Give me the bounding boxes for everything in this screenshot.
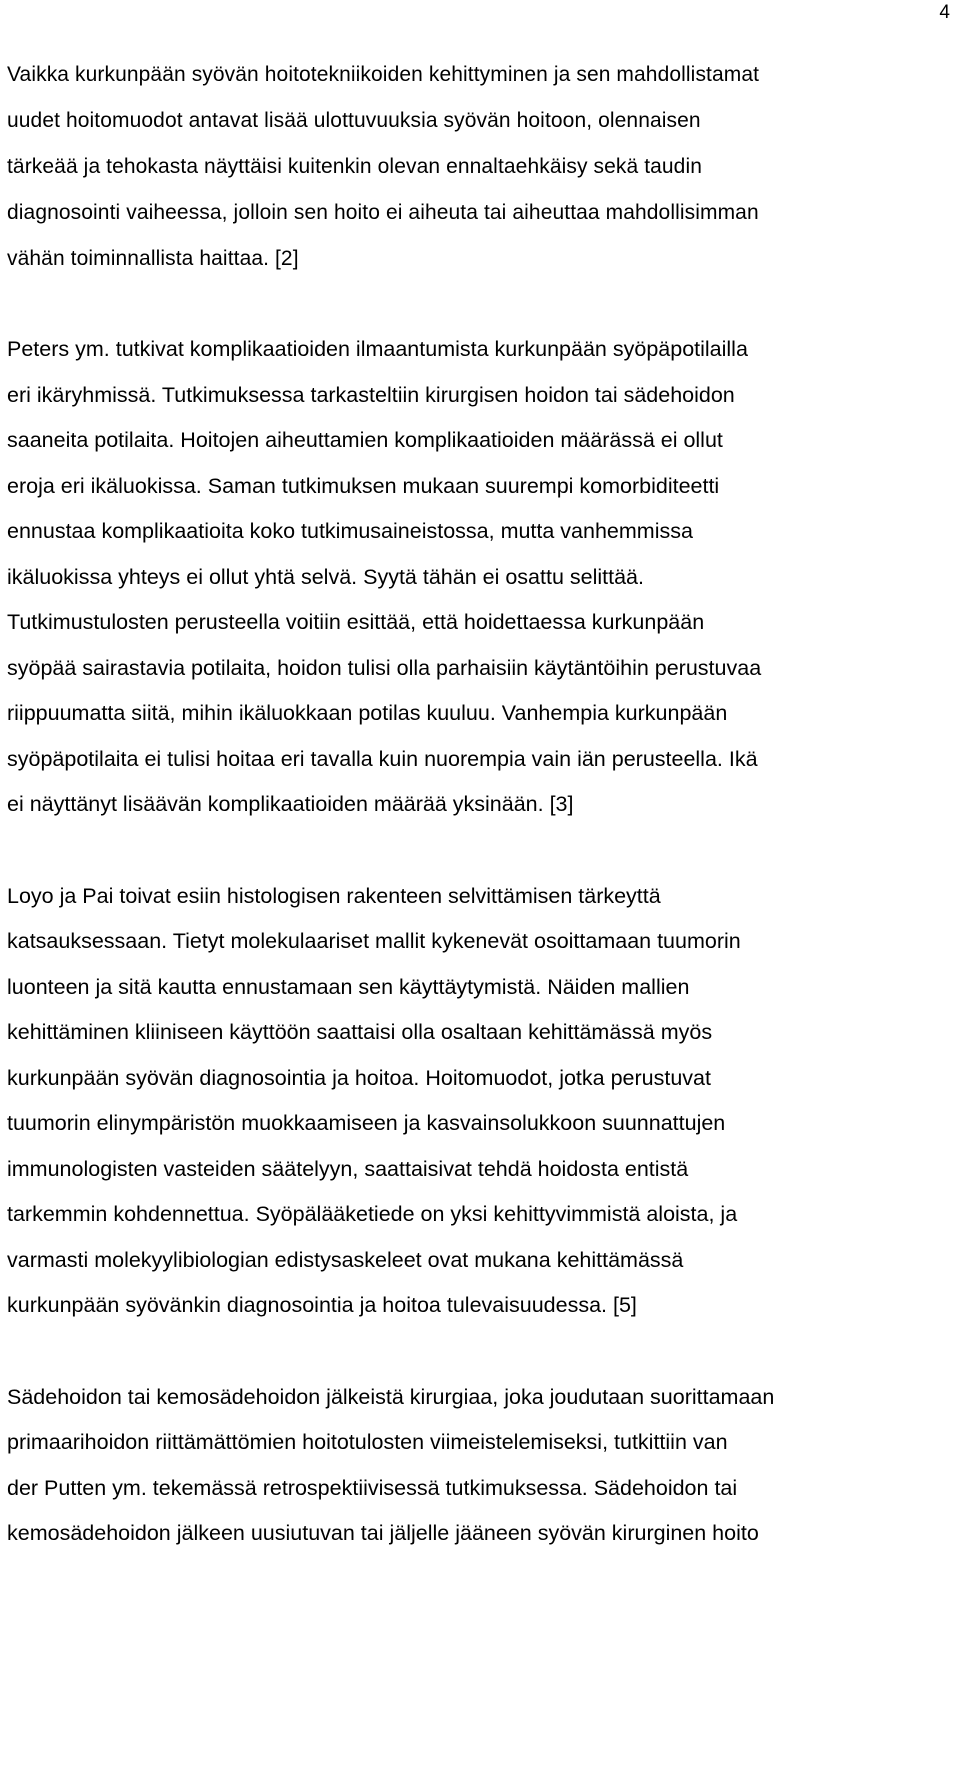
- text-line: tärkeää ja tehokasta näyttäisi kuitenkin olevan ennaltaehkäisy sekä taudin: [7, 155, 703, 178]
- text-line: uudet hoitomuodot antavat lisää ulottuvuuksia syövän hoitoon, olennaisen: [7, 109, 701, 132]
- text-line: syöpäpotilaita ei tulisi hoitaa eri tavalla kuin nuorempia vain iän perusteella. Ikä: [7, 746, 758, 771]
- text-line: riippuumatta siitä, mihin ikäluokkaan potilas kuuluu. Vanhempia kurkunpään: [7, 701, 728, 725]
- paragraph-peters-study: [7, 327, 957, 828]
- text-line: immunologisten vasteiden säätelyyn, saattaisivat tehdä hoidosta entistä: [7, 1156, 689, 1181]
- text-line: kehittäminen kliiniseen käyttöön saattaisi olla osaltaan kehittämässä myös: [7, 1020, 713, 1044]
- text-line: primaarihoidon riittämättömien hoitotulosten viimeistelemiseksi, tutkittiin van: [7, 1430, 728, 1454]
- text-line: Sädehoidon tai kemosädehoidon jälkeistä kirurgiaa, joka joudutaan suorittamaan: [7, 1384, 775, 1409]
- text-line: syöpää sairastavia potilaita, hoidon tulisi olla parhaisiin käytäntöihin perustuvaa: [7, 655, 762, 680]
- text-line: ennustaa komplikaatioita koko tutkimusaineistossa, mutta vanhemmissa: [7, 519, 693, 543]
- text-line: luonteen ja sitä kautta ennustamaan sen käyttäytymistä. Näiden mallien: [7, 974, 690, 999]
- text-line: kurkunpään syövän diagnosointia ja hoitoa. Hoitomuodot, jotka perustuvat: [7, 1065, 711, 1090]
- text-line: tuumorin elinympäristön muokkaamiseen ja kasvainsolukkoon suunnattujen: [7, 1111, 726, 1135]
- text-line: Tutkimustulosten perusteella voitiin esittää, että hoidettaessa kurkunpään: [7, 610, 705, 634]
- page-number: 4: [939, 2, 950, 23]
- text-line: vähän toiminnallista haittaa. [2]: [7, 247, 299, 270]
- text-line: diagnosointi vaiheessa, jolloin sen hoito ei aiheuta tai aiheuttaa mahdollisimman: [7, 201, 759, 224]
- text-line: Vaikka kurkunpään syövän hoitotekniikoiden kehittyminen ja sen mahdollistamat: [7, 63, 760, 86]
- text-line: eri ikäryhmissä. Tutkimuksessa tarkasteltiin kirurgisen hoidon tai sädehoidon: [7, 382, 735, 407]
- paragraph-salvage-surgery: [7, 1375, 957, 1557]
- text-line: eroja eri ikäluokissa. Saman tutkimuksen mukaan suurempi komorbiditeetti: [7, 473, 720, 498]
- text-line: ikäluokissa yhteys ei ollut yhtä selvä. Syytä tähän ei osattu selittää.: [7, 564, 644, 589]
- text-line: kurkunpään syövänkin diagnosointia ja hoitoa tulevaisuudessa. [5]: [7, 1293, 637, 1317]
- text-line: Loyo ja Pai toivat esiin histologisen rakenteen selvittämisen tärkeyttä: [7, 883, 661, 908]
- text-line: katsauksessaan. Tietyt molekulaariset mallit kykenevät osoittamaan tuumorin: [7, 929, 741, 953]
- text-line: saaneita potilaita. Hoitojen aiheuttamien komplikaatioiden määrässä ei ollut: [7, 428, 723, 452]
- text-line: der Putten ym. tekemässä retrospektiivisessä tutkimuksessa. Sädehoidon tai: [7, 1475, 738, 1500]
- paragraph-treatment-advances: [7, 52, 957, 282]
- document-body: [7, 52, 957, 1557]
- text-line: tarkemmin kohdennettua. Syöpälääketiede on yksi kehittyvimmistä aloista, ja: [7, 1202, 738, 1226]
- paragraph-loyo-pai-review: [7, 874, 957, 1329]
- text-line: ei näyttänyt lisäävän komplikaatioiden määrää yksinään. [3]: [7, 792, 574, 816]
- text-line: varmasti molekyylibiologian edistysaskeleet ovat mukana kehittämässä: [7, 1247, 684, 1272]
- text-line: kemosädehoidon jälkeen uusiutuvan tai jäljelle jääneen syövän kirurginen hoito: [7, 1521, 759, 1545]
- text-line: Peters ym. tutkivat komplikaatioiden ilmaantumista kurkunpään syöpäpotilailla: [7, 337, 748, 361]
